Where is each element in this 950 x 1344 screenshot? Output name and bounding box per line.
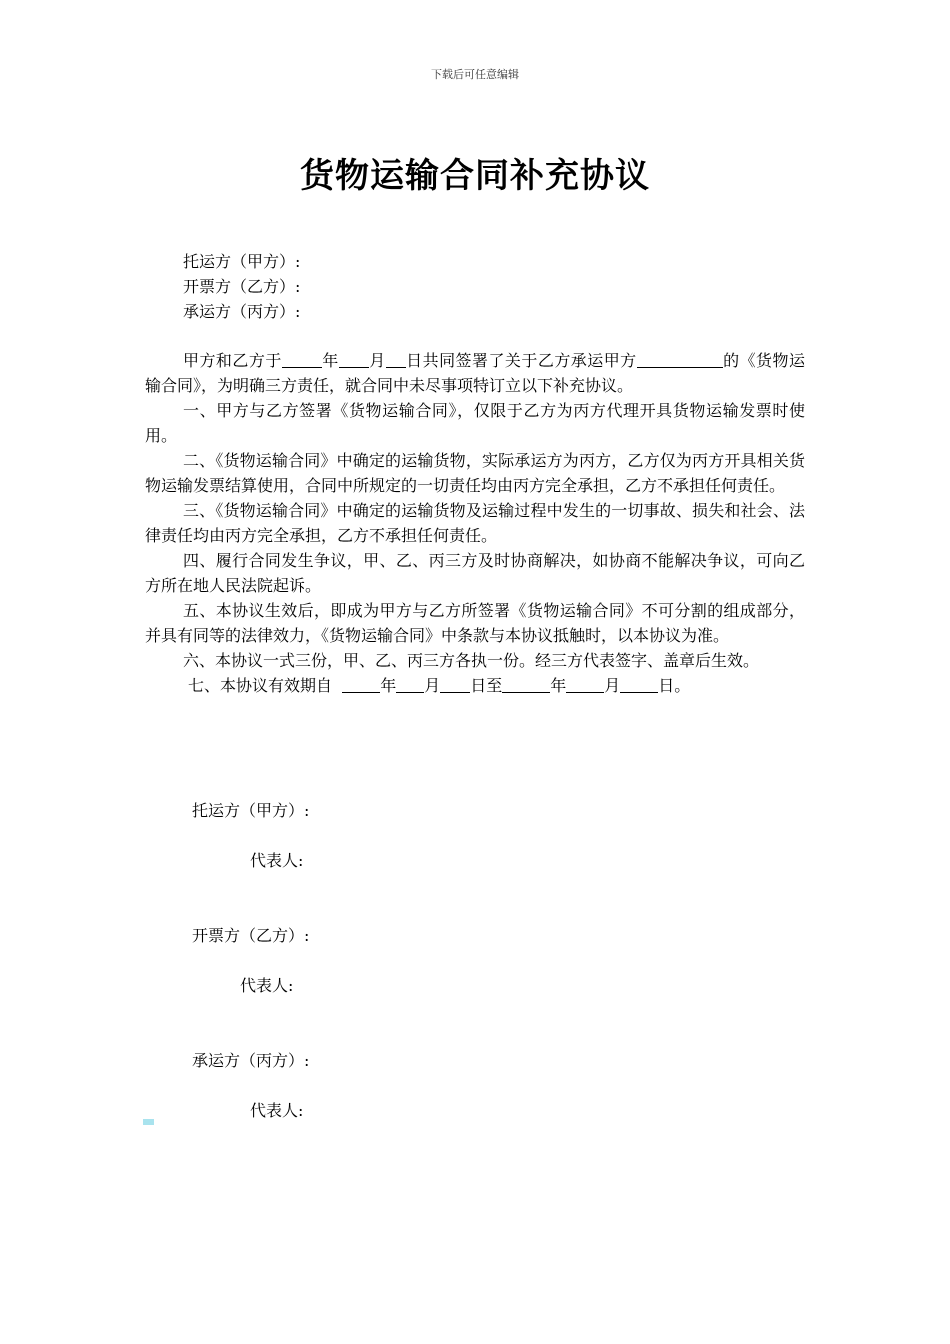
party-invoicer: 开票方（乙方）: (183, 277, 301, 296)
header-note: 下载后可任意编辑 (431, 68, 519, 81)
c7-to: 日至 (470, 676, 503, 695)
signature-rep-a[interactable]: 代表人: (250, 851, 304, 870)
signature-party-c: 承运方（丙方）: (192, 1051, 310, 1070)
document-title: 货物运输合同补充协议 (300, 156, 650, 196)
clause-6: 六、本协议一式三份，甲、乙、丙三方各执一份。经三方代表签字、盖章后生效。 (183, 651, 760, 670)
c7-month2: 月 (604, 676, 621, 695)
blank-day[interactable] (386, 351, 406, 368)
agreement-body (145, 348, 805, 698)
blank-end-month[interactable] (566, 676, 604, 693)
clause-intro (145, 348, 805, 398)
signature-rep-b[interactable]: 代表人: (240, 976, 294, 995)
parties-list (183, 249, 300, 324)
c7-year2: 年 (550, 676, 567, 695)
blank-start-day[interactable] (440, 676, 470, 693)
intro-month: 月 (368, 351, 386, 370)
c7-month1: 月 (424, 676, 441, 695)
c7-year1: 年 (380, 676, 397, 695)
clause-2: 二、《货物运输合同》中确定的运输货物，实际承运方为丙方，乙方仅为丙方开具相关货物运输发票结算使用，合同中所规定的一切责任均由丙方完全承担，乙方不承担任何责任。 (145, 451, 805, 495)
intro-text-b: 日共同签署了关于乙方承运甲方 (405, 351, 637, 370)
clause-7 (145, 673, 805, 698)
blank-year[interactable] (282, 351, 322, 368)
clause-3: 三、《货物运输合同》中确定的运输货物及运输过程中发生的一切事故、损失和社会、法律责任均由丙方完全承担，乙方不承担任何责任。 (145, 501, 805, 545)
c7-text-a: 七、本协议有效期自 (188, 676, 333, 695)
blank-end-day[interactable] (620, 676, 658, 693)
clause-1: 一、甲方与乙方签署《货物运输合同》，仅限于乙方为丙方代理开具货物运输发票时使用。 (145, 401, 805, 445)
signature-party-b: 开票方（乙方）: (192, 926, 310, 945)
intro-text-c: 的《货物运输合同》，为明确三方责任，就合同中未尽事项特订立以下补充协议。 (145, 351, 805, 395)
blank-start-year[interactable] (342, 676, 380, 693)
blank-month[interactable] (339, 351, 369, 368)
blank-start-month[interactable] (396, 676, 424, 693)
intro-year: 年 (321, 351, 339, 370)
blank-goods[interactable] (637, 351, 723, 368)
blank-end-year[interactable] (502, 676, 550, 693)
signature-party-a: 托运方（甲方）: (192, 801, 310, 820)
c7-end: 日。 (658, 676, 691, 695)
intro-text-a: 甲方和乙方于 (183, 351, 282, 370)
clause-4: 四、履行合同发生争议，甲、乙、丙三方及时协商解决，如协商不能解决争议，可向乙方所在地人民法院起诉。 (145, 551, 805, 595)
party-shipper: 托运方（甲方）: (183, 252, 301, 271)
signature-rep-c[interactable]: 代表人: (250, 1101, 304, 1120)
clause-5: 五、本协议生效后，即成为甲方与乙方所签署《货物运输合同》不可分割的组成部分，并具有同等的法律效力，《货物运输合同》中条款与本协议抵触时，以本协议为准。 (145, 601, 805, 645)
party-carrier: 承运方（丙方）: (183, 302, 301, 321)
highlight-marker (143, 1119, 154, 1125)
